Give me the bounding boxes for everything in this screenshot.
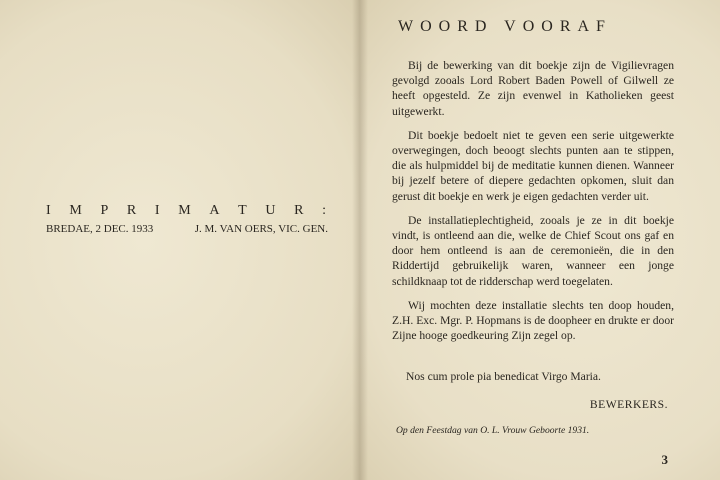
foreword-paragraph: Bij de bewerking van dit boekje zijn de Vigilievragen gevolgd zooals Lord Robert Baden Powell of Gilwell ze heeft opgesteld. Ze zijn evenwel in Katholieken geest uitgewerkt. — [392, 59, 674, 118]
imprimatur-letter: I — [46, 203, 51, 218]
foreword-paragraph: Wij mochten deze installatie slechts ten doop houden, Z.H. Exc. Mgr. P. Hopmans is de doopheer en drukte er door Zijne hooge goedkeuring Zijn zegel op. — [392, 298, 674, 343]
imprimatur-letter: U — [265, 203, 276, 218]
imprimatur-letter: : — [322, 203, 326, 218]
dateline: Op den Feestdag van O. L. Vrouw Geboorte 1931. — [396, 425, 590, 436]
foreword-paragraph: Dit boekje bedoelt niet te geven een serie uitgewerkte overwegingen, doch beoogt slechts punten aan te stippen, die als hulpmiddel bij de meditatie kunnen dienen. Wanneer bij jezelf betere of diepere gedachten opkomen, sluit dan gerust dit boekje en werk je eigen gedachten verder uit. — [392, 128, 674, 203]
imprimatur-letter: T — [238, 203, 247, 218]
signature: BEWERKERS. — [589, 398, 668, 411]
imprimatur-letter: M — [178, 203, 191, 218]
foreword-body — [392, 58, 674, 352]
closing-blessing: Nos cum prole pia benedicat Virgo Maria. — [406, 370, 601, 383]
imprimatur-letter: P — [100, 203, 109, 218]
imprimatur-letter: R — [126, 203, 137, 218]
imprimatur-letter: M — [69, 203, 82, 218]
foreword-paragraph: De installatieplechtigheid, zooals je ze in dit boekje vindt, is ontleend aan die, welke de Chief Scout ons gaf en door hem ontleend is aan de ceremonieën, die in den Riddertijd gebruikelijk waren, wanneer een jonge schildknaap tot de ridderschap werd toegelaten. — [392, 213, 674, 288]
imprimatur-details — [46, 223, 328, 235]
imprimatur-signatory: J. M. VAN OERS, VIC. GEN. — [194, 223, 328, 235]
imprimatur-letter: A — [209, 203, 220, 218]
page-title: WOORD VOORAF — [398, 18, 612, 35]
imprimatur-heading — [46, 203, 326, 219]
page-number: 3 — [661, 452, 668, 467]
imprimatur-letter: I — [154, 203, 160, 218]
imprimatur-letter: R — [294, 203, 304, 218]
imprimatur-block — [46, 203, 336, 235]
imprimatur-place-date: BREDAE, 2 DEC. 1933 — [46, 223, 154, 235]
